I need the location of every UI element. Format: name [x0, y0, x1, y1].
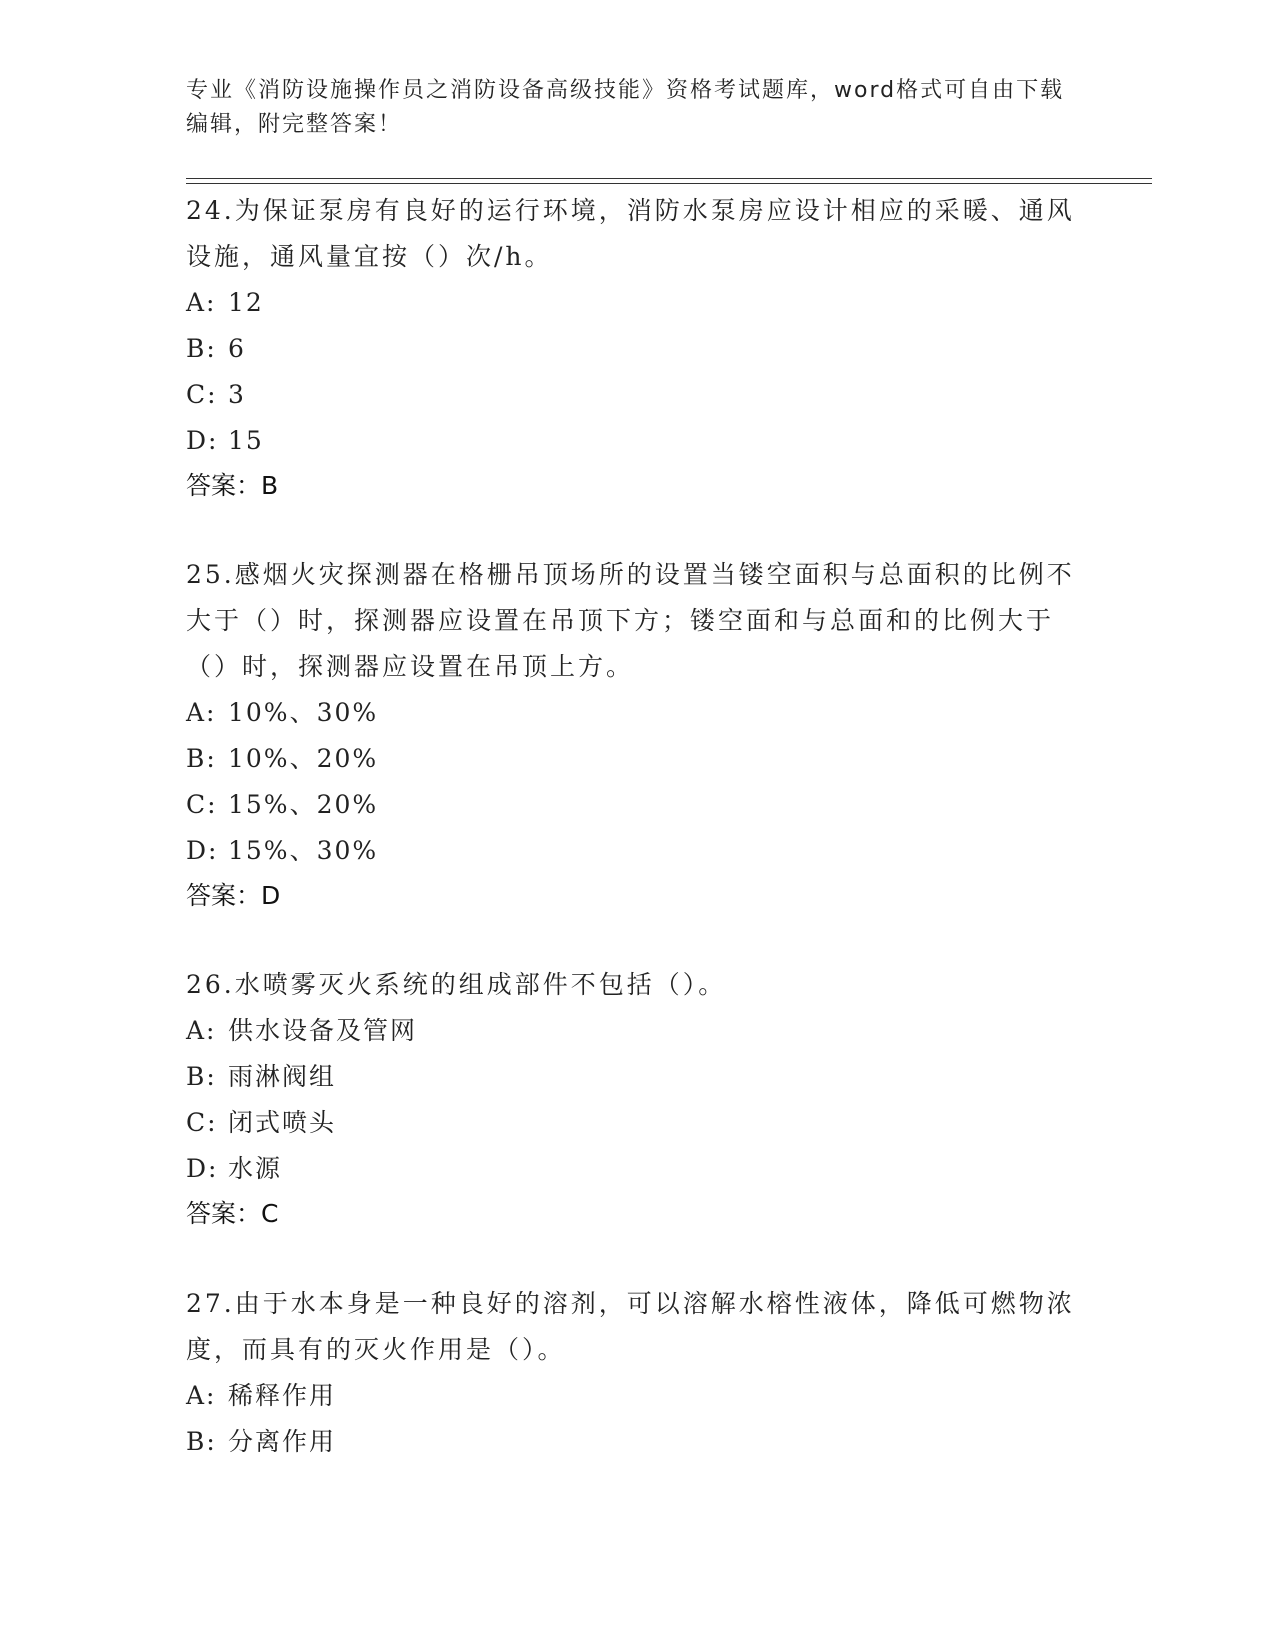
option-key: C: [186, 1108, 218, 1137]
option-text: 供水设备及管网 [228, 1016, 418, 1045]
option-text: 15%、20% [228, 790, 379, 819]
option-text: 6 [228, 334, 246, 363]
option-a [186, 280, 1086, 326]
option-d [186, 828, 1086, 874]
option-key: A: [186, 1381, 217, 1410]
option-d [186, 1146, 1086, 1192]
option-a [186, 1373, 1086, 1419]
option-text: 3 [228, 380, 246, 409]
option-key: B: [186, 744, 217, 773]
option-key: C: [186, 380, 218, 409]
question-stem: 24.为保证泵房有良好的运行环境，消防水泵房应设计相应的采暖、通风设施，通风量宜按（）次/h。 [186, 196, 1075, 271]
answer-line: 答案：B [186, 471, 279, 500]
question-26 [186, 962, 1086, 1236]
option-b [186, 1419, 1086, 1465]
question-27 [186, 1281, 1086, 1465]
option-text: 10%、30% [228, 698, 379, 727]
option-d [186, 418, 1086, 464]
option-text: 分离作用 [228, 1427, 337, 1456]
option-a [186, 690, 1086, 736]
option-c [186, 372, 1086, 418]
option-b [186, 1054, 1086, 1100]
option-key: A: [186, 698, 217, 727]
option-key: D: [186, 426, 219, 455]
option-key: B: [186, 1427, 217, 1456]
option-key: D: [186, 836, 219, 865]
option-text: 10%、20% [228, 744, 379, 773]
option-key: A: [186, 288, 217, 317]
option-text: 水源 [228, 1154, 283, 1183]
option-a [186, 1008, 1086, 1054]
document-intro: 专业《消防设施操作员之消防设备高级技能》资格考试题库，word格式可自由下载编辑，附完整答案！ [186, 78, 1065, 137]
option-text: 12 [228, 288, 264, 317]
option-b [186, 736, 1086, 782]
option-c [186, 1100, 1086, 1146]
option-key: A: [186, 1016, 217, 1045]
option-c [186, 782, 1086, 828]
option-text: 雨淋阀组 [228, 1062, 337, 1091]
question-stem: 25.感烟火灾探测器在格栅吊顶场所的设置当镂空面积与总面积的比例不大于（）时，探测器应设置在吊顶下方；镂空面和与总面和的比例大于（）时，探测器应设置在吊顶上方。 [186, 560, 1075, 681]
option-key: D: [186, 1154, 219, 1183]
option-text: 15 [228, 426, 264, 455]
option-key: B: [186, 334, 217, 363]
option-text: 15%、30% [228, 836, 379, 865]
question-stem: 26.水喷雾灭火系统的组成部件不包括（）。 [186, 970, 727, 999]
option-text: 闭式喷头 [228, 1108, 337, 1137]
header-divider-top [186, 178, 1152, 179]
question-stem: 27.由于水本身是一种良好的溶剂，可以溶解水榕性液体，降低可燃物浓度，而具有的灭火作用是（）。 [186, 1289, 1075, 1364]
option-text: 稀释作用 [228, 1381, 337, 1410]
question-24 [186, 188, 1086, 508]
option-key: B: [186, 1062, 217, 1091]
answer-line: 答案：D [186, 881, 281, 910]
option-b [186, 326, 1086, 372]
option-key: C: [186, 790, 218, 819]
question-25 [186, 552, 1086, 918]
answer-line: 答案：C [186, 1199, 279, 1228]
header-divider-bottom [186, 183, 1152, 184]
